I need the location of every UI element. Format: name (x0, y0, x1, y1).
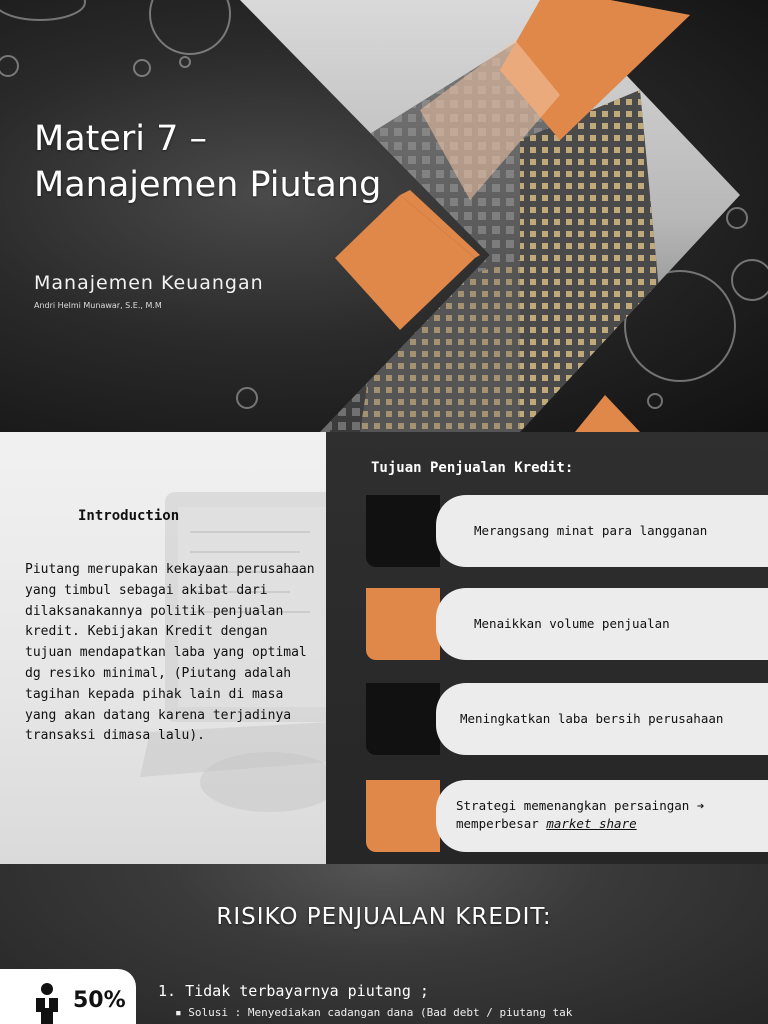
goal-text-line2 (456, 815, 754, 833)
goal-card (436, 683, 768, 755)
goal-item (366, 588, 768, 662)
goal-marker (366, 780, 440, 852)
percent-value: 50% (73, 988, 126, 1013)
risk-item: 1. Tidak terbayarnya piutang ; (158, 982, 429, 1000)
risk-title: RISIKO PENJUALAN KREDIT: (216, 904, 552, 930)
goal-card (436, 495, 768, 567)
introduction-body: Piutang merupakan kekayaan perusahaan yang timbul sebagai akibat dari dilaksanakannya politik penjualan kredit. Kebijakan Kredit dengan tujuan mendapatkan laba yang optimal dg resiko minimal, (Piutang adalah tagihan kepada pihak lain di masa yang akan datang karena terjadinya transaksi dimasa lalu). (25, 562, 315, 744)
introduction-slide (0, 432, 768, 864)
introduction-heading: Introduction (78, 508, 180, 524)
goal-text: Menaikkan volume penjualan (474, 616, 670, 631)
credit-risk-slide (0, 864, 768, 1024)
goal-card (436, 780, 768, 852)
title-slide (0, 0, 768, 432)
person-icon (30, 982, 64, 1024)
slide1-decoration (0, 0, 768, 432)
goals-title: Tujuan Penjualan Kredit: (371, 460, 574, 476)
goal-item (366, 780, 768, 854)
goal-text: Meningkatkan laba bersih perusahaan (460, 711, 724, 726)
goal-text: Merangsang minat para langganan (474, 523, 708, 538)
market-share-term: market share (546, 816, 637, 831)
presentation-subtitle: Manajemen Keuangan (34, 272, 264, 294)
goal-item (366, 495, 768, 569)
orange-shape-bottom (575, 395, 640, 432)
goal-text: Strategi memenangkan persaingan ➔ (456, 798, 705, 813)
credit-sales-goals-panel (326, 432, 768, 864)
goal-marker (366, 683, 440, 755)
goal-item (366, 683, 768, 757)
presentation-title: Materi 7 – Manajemen Piutang (34, 119, 382, 205)
goal-text-prefix: memperbesar (456, 816, 547, 831)
goal-marker (366, 588, 440, 660)
author-name: Andri Helmi Munawar, S.E., M.M (34, 301, 162, 310)
introduction-panel (0, 432, 326, 864)
goal-card (436, 588, 768, 660)
goal-marker (366, 495, 440, 567)
risk-solution: ▪ Solusi : Menyediakan cadangan dana (Bad debt / piutang tak (175, 1006, 573, 1019)
